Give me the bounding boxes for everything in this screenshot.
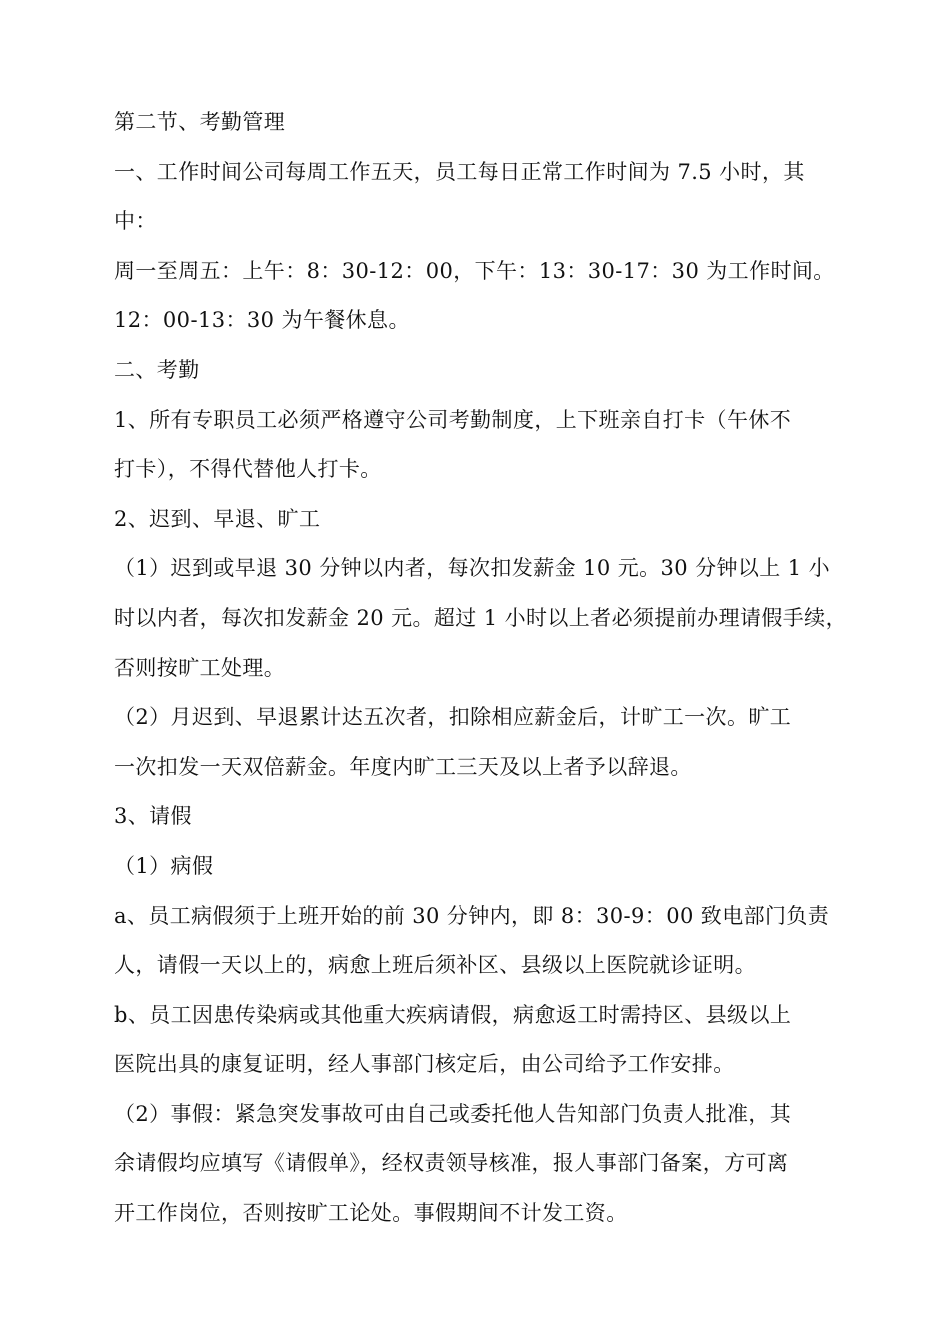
paragraph-line: 中： xyxy=(114,209,157,234)
document-body xyxy=(114,98,847,1239)
paragraph-line: （1）迟到或早退 30 分钟以内者，每次扣发薪金 10 元。30 分钟以上 1 小 xyxy=(114,556,831,581)
paragraph-line: b、员工因患传染病或其他重大疾病请假，病愈返工时需持区、县级以上 xyxy=(114,1002,792,1027)
paragraph-line: 一、工作时间公司每周工作五天，员工每日正常工作时间为 7.5 小时，其 xyxy=(114,159,805,184)
paragraph-line: （2）事假：紧急突发事故可由自己或委托他人告知部门负责人批准，其 xyxy=(114,1101,792,1126)
paragraph-line: 开工作岗位，否则按旷工论处。事假期间不计发工资。 xyxy=(114,1201,628,1226)
section-heading: 第二节、考勤管理 xyxy=(114,110,286,134)
paragraph-line: 否则按旷工处理。 xyxy=(114,655,286,680)
paragraph-line: 一次扣发一天双倍薪金。年度内旷工三天及以上者予以辞退。 xyxy=(114,754,692,779)
paragraph-line: 时以内者，每次扣发薪金 20 元。超过 1 小时以上者必须提前办理请假手续， xyxy=(114,605,847,630)
paragraph-line: a、员工病假须于上班开始的前 30 分钟内，即 8：30-9：00 致电部门负责 xyxy=(114,903,830,928)
item-heading: 3、请假 xyxy=(114,804,192,829)
paragraph-line: 12：00-13：30 为午餐休息。 xyxy=(114,308,410,333)
paragraph-line: （2）月迟到、早退累计达五次者，扣除相应薪金后，计旷工一次。旷工 xyxy=(114,705,792,730)
paragraph-line: 打卡），不得代替他人打卡。 xyxy=(114,457,382,482)
paragraph-line: 人，请假一天以上的，病愈上班后须补区、县级以上医院就诊证明。 xyxy=(114,953,756,978)
paragraph-line: 1、所有专职员工必须严格遵守公司考勤制度，上下班亲自打卡（午休不 xyxy=(114,407,792,432)
paragraph-line: 周一至周五：上午：8：30-12：00，下午：13：30-17：30 为工作时间。 xyxy=(114,258,835,283)
item-heading: 2、迟到、早退、旷工 xyxy=(114,506,321,531)
subitem-heading: （1）病假 xyxy=(114,853,214,878)
subsection-heading: 二、考勤 xyxy=(114,357,200,382)
paragraph-line: 余请假均应填写《请假单》，经权责领导核准，报人事部门备案，方可离 xyxy=(114,1151,789,1176)
paragraph-line: 医院出具的康复证明，经人事部门核定后，由公司给予工作安排。 xyxy=(114,1052,735,1077)
